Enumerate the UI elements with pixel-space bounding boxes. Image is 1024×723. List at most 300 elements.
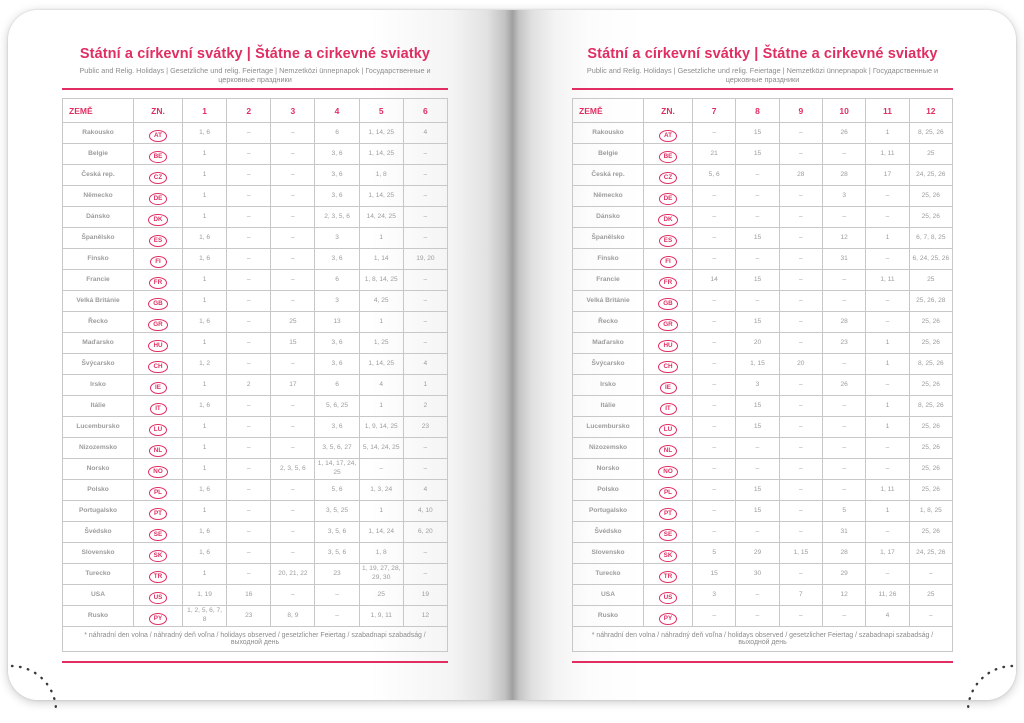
- country-name: Švýcarsko: [573, 354, 644, 375]
- holiday-days-cell: 3: [315, 291, 359, 312]
- table-row: [573, 123, 953, 144]
- holiday-days-cell: 1: [866, 123, 909, 144]
- holiday-days-cell: 8, 25, 26: [909, 354, 952, 375]
- holiday-days-cell: –: [693, 228, 736, 249]
- country-name: Nizozemsko: [63, 438, 134, 459]
- holiday-days-cell: 1: [183, 165, 227, 186]
- country-code-cell: [644, 207, 693, 228]
- holiday-days-cell: 25, 26: [909, 312, 952, 333]
- holiday-days-cell: 12: [403, 606, 447, 627]
- holiday-days-cell: 17: [271, 375, 315, 396]
- table-row: [63, 396, 448, 417]
- country-name: USA: [63, 585, 134, 606]
- holiday-days-cell: –: [822, 354, 865, 375]
- holiday-days-cell: –: [779, 123, 822, 144]
- country-code-cell: [644, 606, 693, 627]
- country-code-badge: DK: [148, 214, 167, 226]
- header-rule: [572, 88, 953, 90]
- holiday-days-cell: 26: [822, 375, 865, 396]
- holiday-days-cell: –: [271, 501, 315, 522]
- holiday-days-cell: –: [403, 312, 447, 333]
- holiday-days-cell: –: [822, 438, 865, 459]
- country-code-cell: [134, 123, 183, 144]
- country-code-cell: [134, 438, 183, 459]
- country-code-badge: IE: [660, 382, 677, 394]
- table-row: [573, 207, 953, 228]
- country-name: Maďarsko: [63, 333, 134, 354]
- holiday-days-cell: 12: [822, 585, 865, 606]
- holiday-days-cell: –: [227, 522, 271, 543]
- holiday-days-cell: 1, 6: [183, 312, 227, 333]
- holiday-days-cell: 1, 2, 5, 6, 7, 8: [183, 606, 227, 627]
- holiday-days-cell: –: [227, 165, 271, 186]
- holiday-days-cell: 1: [183, 207, 227, 228]
- table-row: [63, 459, 448, 480]
- country-name: Francie: [573, 270, 644, 291]
- country-code-badge: US: [149, 592, 168, 604]
- country-code-badge: NO: [658, 466, 677, 478]
- country-code-badge: FI: [660, 256, 677, 268]
- holiday-days-cell: –: [227, 438, 271, 459]
- holiday-days-cell: –: [227, 291, 271, 312]
- holiday-days-cell: –: [779, 459, 822, 480]
- country-name: Belgie: [573, 144, 644, 165]
- country-code-badge: DE: [149, 193, 168, 205]
- holiday-days-cell: –: [693, 291, 736, 312]
- holiday-days-cell: 4, 25: [359, 291, 403, 312]
- footer-rule: [62, 661, 448, 663]
- country-code-badge: FI: [150, 256, 167, 268]
- table-row: [573, 186, 953, 207]
- table-footnote: * náhradní den volna / náhradný deň voľna / holidays observed / gesetzlicher Feiertag / szabadnapi szabadság / выходной день: [63, 627, 448, 652]
- holiday-days-cell: –: [227, 312, 271, 333]
- table-row: [573, 396, 953, 417]
- country-code-badge: PL: [659, 487, 677, 499]
- country-name: Slovensko: [63, 543, 134, 564]
- holiday-days-cell: –: [866, 438, 909, 459]
- holiday-days-cell: 1, 15: [779, 543, 822, 564]
- holiday-days-cell: –: [403, 186, 447, 207]
- holiday-days-cell: 4: [403, 480, 447, 501]
- holiday-days-cell: 3, 6: [315, 417, 359, 438]
- holiday-days-cell: –: [736, 165, 779, 186]
- table-row: [573, 480, 953, 501]
- holiday-days-cell: 3: [315, 228, 359, 249]
- holiday-days-cell: 15: [736, 228, 779, 249]
- country-code-badge: TR: [149, 571, 167, 583]
- holiday-days-cell: –: [779, 291, 822, 312]
- holiday-days-cell: –: [736, 249, 779, 270]
- holiday-days-cell: 1, 6: [183, 543, 227, 564]
- country-code-cell: [644, 354, 693, 375]
- country-code-cell: [644, 186, 693, 207]
- country-name: Turecko: [63, 564, 134, 585]
- country-name: Velká Británie: [63, 291, 134, 312]
- holiday-days-cell: 4, 10: [403, 501, 447, 522]
- holidays-table-jan-jun: [62, 98, 448, 652]
- table-row: [573, 228, 953, 249]
- holiday-days-cell: 1: [183, 186, 227, 207]
- holiday-days-cell: –: [736, 207, 779, 228]
- column-header-month-12: 12: [909, 99, 952, 123]
- holiday-days-cell: 4: [866, 606, 909, 627]
- holiday-days-cell: 23: [403, 417, 447, 438]
- column-header-month-3: 3: [271, 99, 315, 123]
- country-name: Řecko: [63, 312, 134, 333]
- table-row: [573, 438, 953, 459]
- header-row: [573, 99, 953, 123]
- page-subtitle: Public and Relig. Holidays | Gesetzliche und relig. Feiertage | Nemzetközi ünnepnapok | Государственные и церковные праздники: [586, 66, 939, 84]
- country-code-badge: BE: [659, 151, 678, 163]
- holiday-days-cell: –: [271, 165, 315, 186]
- country-code-cell: [134, 543, 183, 564]
- country-code-badge: HU: [148, 340, 167, 352]
- table-row: [63, 438, 448, 459]
- holiday-days-cell: –: [693, 501, 736, 522]
- country-code-cell: [644, 249, 693, 270]
- holiday-days-cell: –: [359, 459, 403, 480]
- holiday-days-cell: 15: [736, 396, 779, 417]
- table-row: [573, 459, 953, 480]
- holiday-days-cell: –: [779, 144, 822, 165]
- holiday-days-cell: –: [866, 375, 909, 396]
- holiday-days-cell: 1: [866, 501, 909, 522]
- holiday-days-cell: 4: [403, 123, 447, 144]
- country-code-badge: ES: [659, 235, 677, 247]
- holiday-days-cell: –: [693, 354, 736, 375]
- holiday-days-cell: 7: [779, 585, 822, 606]
- country-code-badge: CH: [148, 361, 167, 373]
- country-name: Portugalsko: [573, 501, 644, 522]
- holiday-days-cell: –: [822, 270, 865, 291]
- country-code-badge: IT: [150, 403, 167, 415]
- country-name: Slovensko: [573, 543, 644, 564]
- country-code-badge: FR: [149, 277, 167, 289]
- country-code-cell: [644, 522, 693, 543]
- holiday-days-cell: –: [822, 396, 865, 417]
- table-row: [63, 564, 448, 585]
- holiday-days-cell: –: [227, 249, 271, 270]
- holiday-days-cell: –: [779, 270, 822, 291]
- holiday-days-cell: –: [693, 396, 736, 417]
- country-code-cell: [134, 228, 183, 249]
- holiday-days-cell: –: [271, 480, 315, 501]
- country-code-badge: DK: [658, 214, 677, 226]
- table-row: [573, 249, 953, 270]
- table-row: [573, 270, 953, 291]
- country-code-cell: [644, 459, 693, 480]
- holiday-days-cell: 1, 17: [866, 543, 909, 564]
- holiday-days-cell: –: [779, 207, 822, 228]
- holiday-days-cell: 1: [359, 501, 403, 522]
- holiday-days-cell: –: [779, 438, 822, 459]
- holiday-days-cell: 15: [736, 144, 779, 165]
- table-row: [63, 291, 448, 312]
- holiday-days-cell: –: [227, 417, 271, 438]
- holiday-days-cell: 15: [736, 270, 779, 291]
- page-right-content: [572, 46, 953, 663]
- country-code-cell: [134, 354, 183, 375]
- holiday-days-cell: –: [403, 291, 447, 312]
- holiday-days-cell: 3, 6: [315, 354, 359, 375]
- holiday-days-cell: 25: [909, 144, 952, 165]
- holiday-days-cell: 1, 6: [183, 249, 227, 270]
- column-header-month-7: 7: [693, 99, 736, 123]
- holiday-days-cell: –: [736, 186, 779, 207]
- holiday-days-cell: 3: [822, 186, 865, 207]
- holiday-days-cell: 1, 6: [183, 522, 227, 543]
- country-code-badge: NO: [148, 466, 167, 478]
- holiday-days-cell: 15: [736, 480, 779, 501]
- holiday-days-cell: 28: [822, 312, 865, 333]
- holiday-days-cell: 1, 14, 25: [359, 144, 403, 165]
- holiday-days-cell: 15: [736, 312, 779, 333]
- page-subtitle: Public and Relig. Holidays | Gesetzliche und relig. Feiertage | Nemzetközi ünnepnapok | Государственные и церковные праздники: [79, 66, 431, 84]
- holiday-days-cell: –: [271, 396, 315, 417]
- holiday-days-cell: 1: [866, 417, 909, 438]
- holiday-days-cell: –: [271, 522, 315, 543]
- holiday-days-cell: 16: [227, 585, 271, 606]
- holiday-days-cell: –: [227, 459, 271, 480]
- column-header-month-2: 2: [227, 99, 271, 123]
- holiday-days-cell: –: [822, 459, 865, 480]
- holiday-days-cell: 1: [183, 270, 227, 291]
- country-code-cell: [134, 207, 183, 228]
- holiday-days-cell: –: [271, 186, 315, 207]
- holiday-days-cell: –: [271, 123, 315, 144]
- country-code-badge: US: [659, 592, 678, 604]
- table-row: [573, 585, 953, 606]
- holiday-days-cell: –: [822, 291, 865, 312]
- holiday-days-cell: –: [736, 291, 779, 312]
- country-code-badge: AT: [659, 130, 677, 142]
- holiday-days-cell: –: [227, 207, 271, 228]
- country-name: Dánsko: [573, 207, 644, 228]
- page-title: Státní a církevní svátky | Štátne a cirkevné sviatky: [587, 46, 938, 62]
- holidays-table-jul-dec: [572, 98, 953, 652]
- table-row: [63, 165, 448, 186]
- holiday-days-cell: 5, 14, 24, 25: [359, 438, 403, 459]
- country-code-badge: BE: [149, 151, 168, 163]
- country-code-cell: [134, 165, 183, 186]
- footer-rule: [572, 661, 953, 663]
- country-name: Polsko: [63, 480, 134, 501]
- holiday-days-cell: –: [403, 543, 447, 564]
- table-row: [63, 606, 448, 627]
- holiday-days-cell: 1, 25: [359, 333, 403, 354]
- holiday-days-cell: 1, 11: [866, 270, 909, 291]
- holiday-days-cell: 1: [866, 396, 909, 417]
- holiday-days-cell: –: [271, 270, 315, 291]
- country-code-badge: NL: [149, 445, 167, 457]
- table-row: [573, 354, 953, 375]
- country-name: Lucembursko: [63, 417, 134, 438]
- holiday-days-cell: –: [315, 606, 359, 627]
- holiday-days-cell: 5: [693, 543, 736, 564]
- holiday-days-cell: –: [822, 144, 865, 165]
- holiday-days-cell: –: [866, 522, 909, 543]
- country-code-cell: [134, 501, 183, 522]
- country-name: Belgie: [63, 144, 134, 165]
- country-name: Rusko: [63, 606, 134, 627]
- country-code-cell: [134, 417, 183, 438]
- holiday-days-cell: –: [693, 417, 736, 438]
- holiday-days-cell: 1, 2: [183, 354, 227, 375]
- holiday-days-cell: –: [779, 312, 822, 333]
- holiday-days-cell: –: [866, 291, 909, 312]
- holiday-days-cell: –: [736, 585, 779, 606]
- holiday-days-cell: 3, 5, 6, 27: [315, 438, 359, 459]
- holiday-days-cell: 5, 6: [315, 480, 359, 501]
- holiday-days-cell: 3: [693, 585, 736, 606]
- holiday-days-cell: 2: [403, 396, 447, 417]
- table-row: [573, 543, 953, 564]
- holiday-days-cell: –: [779, 417, 822, 438]
- country-code-badge: TR: [659, 571, 677, 583]
- table-row: [63, 417, 448, 438]
- country-name: Itálie: [63, 396, 134, 417]
- holiday-days-cell: –: [693, 186, 736, 207]
- table-row: [63, 585, 448, 606]
- holiday-days-cell: 1, 6: [183, 396, 227, 417]
- country-code-cell: [644, 585, 693, 606]
- holiday-days-cell: –: [271, 417, 315, 438]
- holiday-days-cell: 14, 24, 25: [359, 207, 403, 228]
- holiday-days-cell: 29: [822, 564, 865, 585]
- holiday-days-cell: 25, 26: [909, 186, 952, 207]
- holiday-days-cell: –: [693, 207, 736, 228]
- holiday-days-cell: 1: [359, 228, 403, 249]
- country-code-badge: SK: [149, 550, 168, 562]
- holiday-days-cell: –: [227, 354, 271, 375]
- holiday-days-cell: –: [403, 459, 447, 480]
- holiday-days-cell: 1, 14, 24: [359, 522, 403, 543]
- column-header-code: ZN.: [644, 99, 693, 123]
- country-name: Dánsko: [63, 207, 134, 228]
- holiday-days-cell: –: [866, 249, 909, 270]
- holiday-days-cell: 3, 5, 6: [315, 522, 359, 543]
- column-header-month-5: 5: [359, 99, 403, 123]
- country-name: Španělsko: [573, 228, 644, 249]
- holiday-days-cell: –: [693, 249, 736, 270]
- holiday-days-cell: –: [271, 354, 315, 375]
- table-footnote: * náhradní den volna / náhradný deň voľna / holidays observed / gesetzlicher Feiertag / szabadnapi szabadság / выходной день: [573, 627, 953, 652]
- holiday-days-cell: –: [866, 207, 909, 228]
- holiday-days-cell: 21: [693, 144, 736, 165]
- country-code-badge: GB: [658, 298, 677, 310]
- holiday-days-cell: 5, 6, 25: [315, 396, 359, 417]
- holiday-days-cell: 1, 14, 17, 24, 25: [315, 459, 359, 480]
- country-code-cell: [644, 375, 693, 396]
- country-code-badge: SK: [659, 550, 678, 562]
- holiday-days-cell: 1, 3, 24: [359, 480, 403, 501]
- holiday-days-cell: –: [693, 480, 736, 501]
- column-header-code: ZN.: [134, 99, 183, 123]
- page-title: Státní a církevní svátky | Štátne a cirkevné sviatky: [79, 46, 431, 62]
- country-name: Švýcarsko: [63, 354, 134, 375]
- holiday-days-cell: 8, 25, 26: [909, 123, 952, 144]
- holiday-days-cell: –: [271, 438, 315, 459]
- holiday-days-cell: 1: [183, 375, 227, 396]
- country-name: Španělsko: [63, 228, 134, 249]
- country-name: Turecko: [573, 564, 644, 585]
- country-code-badge: PY: [659, 613, 677, 625]
- country-name: Rusko: [573, 606, 644, 627]
- table-row: [573, 312, 953, 333]
- holiday-days-cell: –: [227, 123, 271, 144]
- table-row: [63, 144, 448, 165]
- holiday-days-cell: 1, 14: [359, 249, 403, 270]
- country-code-cell: [134, 564, 183, 585]
- holiday-days-cell: 25: [909, 585, 952, 606]
- holiday-days-cell: –: [271, 249, 315, 270]
- country-name: USA: [573, 585, 644, 606]
- country-code-cell: [644, 417, 693, 438]
- holiday-days-cell: 3, 6: [315, 165, 359, 186]
- holiday-days-cell: 1: [183, 417, 227, 438]
- holiday-days-cell: 1, 6: [183, 228, 227, 249]
- country-code-badge: NL: [659, 445, 677, 457]
- column-header-country: ZEMĚ: [63, 99, 134, 123]
- table-row: [573, 165, 953, 186]
- table-row: [573, 333, 953, 354]
- country-code-badge: PL: [149, 487, 167, 499]
- column-header-month-4: 4: [315, 99, 359, 123]
- country-code-cell: [644, 228, 693, 249]
- holiday-days-cell: –: [271, 543, 315, 564]
- country-code-badge: FR: [659, 277, 677, 289]
- holiday-days-cell: 25, 26: [909, 417, 952, 438]
- country-code-badge: PT: [659, 508, 677, 520]
- diary-spread: [8, 10, 1016, 700]
- holiday-days-cell: –: [822, 606, 865, 627]
- country-code-badge: CZ: [659, 172, 677, 184]
- country-code-badge: AT: [149, 130, 167, 142]
- holiday-days-cell: –: [866, 186, 909, 207]
- holiday-days-cell: 8, 9: [271, 606, 315, 627]
- country-name: Irsko: [573, 375, 644, 396]
- table-row: [573, 564, 953, 585]
- holiday-days-cell: –: [822, 480, 865, 501]
- country-code-cell: [134, 312, 183, 333]
- country-name: Švédsko: [63, 522, 134, 543]
- country-name: Portugalsko: [63, 501, 134, 522]
- holiday-days-cell: –: [736, 459, 779, 480]
- country-code-cell: [644, 270, 693, 291]
- holiday-days-cell: 3, 6: [315, 186, 359, 207]
- holiday-days-cell: 6, 20: [403, 522, 447, 543]
- country-code-cell: [644, 501, 693, 522]
- holiday-days-cell: 1: [403, 375, 447, 396]
- holiday-days-cell: –: [227, 501, 271, 522]
- holiday-days-cell: –: [403, 207, 447, 228]
- holiday-days-cell: 14: [693, 270, 736, 291]
- country-code-cell: [644, 396, 693, 417]
- holiday-days-cell: 6, 7, 8, 25: [909, 228, 952, 249]
- holiday-days-cell: –: [693, 123, 736, 144]
- holiday-days-cell: –: [779, 606, 822, 627]
- holiday-days-cell: 1, 6: [183, 123, 227, 144]
- holiday-days-cell: 1, 19, 27, 28, 29, 30: [359, 564, 403, 585]
- table-row: [63, 228, 448, 249]
- holiday-days-cell: 31: [822, 522, 865, 543]
- country-name: Lucembursko: [573, 417, 644, 438]
- table-row: [63, 480, 448, 501]
- holiday-days-cell: 29: [736, 543, 779, 564]
- country-code-cell: [134, 270, 183, 291]
- holiday-days-cell: –: [227, 564, 271, 585]
- holiday-days-cell: –: [227, 270, 271, 291]
